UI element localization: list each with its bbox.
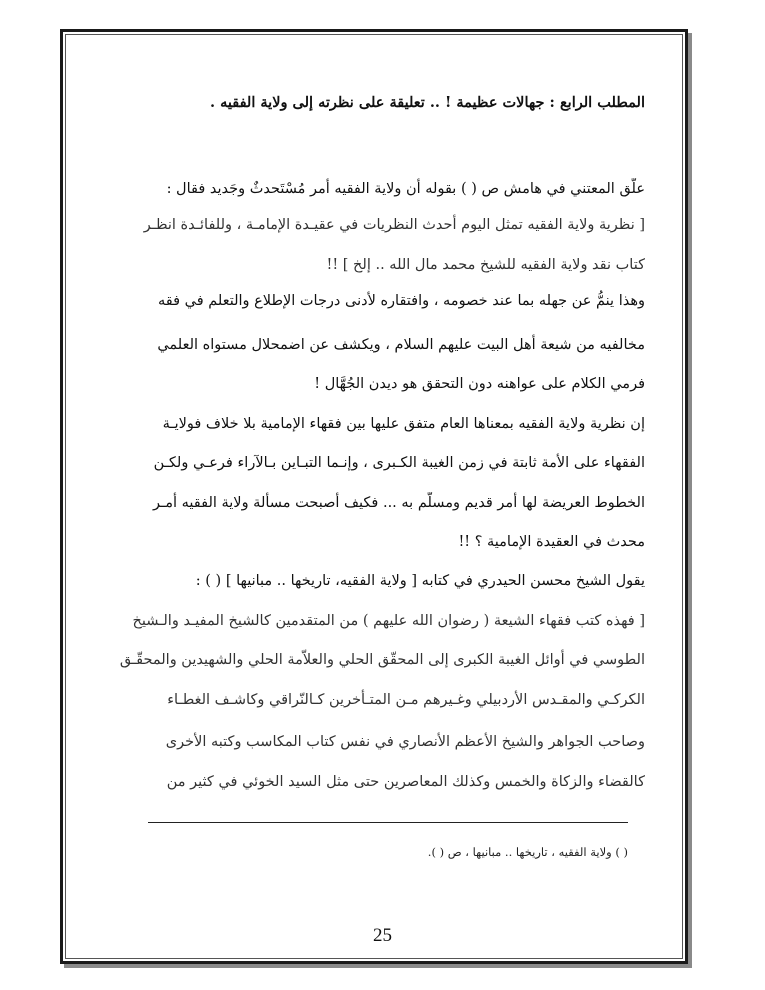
text-line-5: مخالفيه من شيعة أهل البيت عليهم السلام ، ويكشف عن اضمحلال مستواه العلمي xyxy=(157,337,645,353)
text-line-4: وهذا ينمُّ عن جهله بما عند خصومه ، وافتقاره لأدنى درجات الإطلاع والتعلم في فقه xyxy=(157,293,645,309)
text-line-7: إن نظرية ولاية الفقيه بمعناها العام متفق عليها بين فقهاء الإمامية بلا خلاف فولايـة xyxy=(162,416,645,432)
page-body xyxy=(71,0,645,990)
text-line-6: فرمي الكلام على عواهنه دون التحقق هو ديدن الجُهَّال ! xyxy=(314,376,645,392)
text-line-14: الكركـي والمقـدس الأردبيلي وغـيرهم مـن المتـأخرين كـالنّراقي وكاشـف الغطـاء xyxy=(167,692,645,708)
text-line-11: يقول الشيخ محسن الحيدري في كتابه [ ولاية الفقيه، تاريخها .. مبانيها ] ( ) : xyxy=(195,573,645,589)
text-line-10: محدث في العقيدة الإمامية ؟ !! xyxy=(458,534,645,550)
text-line-1: علّق المعتني في هامش ص ( ) بقوله أن ولاية الفقيه أمر مُسْتَحدثٌ وجَديد فقال : xyxy=(166,181,645,197)
text-line-8: الفقهاء على الأمة ثابتة في زمن الغيبة الكـبرى ، وإنـما التبـاين بـالآراء فرعـي ولكـن xyxy=(153,455,645,471)
text-line-12: [ فهذه كتب فقهاء الشيعة ( رضوان الله عليهم ) من المتقدمين كالشيخ المفيـد والـشيخ xyxy=(132,613,645,629)
footnote: ( ) ولاية الفقيه ، تاريخها .. مبانيها ، ص ( ). xyxy=(427,845,628,859)
footnote-separator xyxy=(148,822,628,823)
text-line-2: [ نظرية ولاية الفقيه تمثل اليوم أحدث النظريات في عقيـدة الإمامـة ، وللفائـدة انظـر xyxy=(143,217,645,233)
text-line-3: كتاب نقد ولاية الفقيه للشيخ محمد مال الله .. إلخ ] !! xyxy=(326,257,645,273)
section-title: المطلب الرابع : جهالات عظيمة ! .. تعليقة على نظرته إلى ولاية الفقيه . xyxy=(209,94,645,111)
text-line-13: الطوسي في أوائل الغيبة الكبرى إلى المحقّق الحلي والعلاّمة الحلي والشهيدين والمحقّـق xyxy=(119,652,645,668)
text-line-16: كالقضاء والزكاة والخمس وكذلك المعاصرين حتى مثل السيد الخوئي في كثير من xyxy=(166,774,645,790)
page-number: 25 xyxy=(373,925,392,946)
text-line-15: وصاحب الجواهر والشيخ الأعظم الأنصاري في نفس كتاب المكاسب وكتبه الأخرى xyxy=(165,734,645,750)
text-line-9: الخطوط العريضة لها أمر قديم ومسلّم به ... فكيف أصبحت مسألة ولاية الفقيه أمـر xyxy=(152,495,645,511)
